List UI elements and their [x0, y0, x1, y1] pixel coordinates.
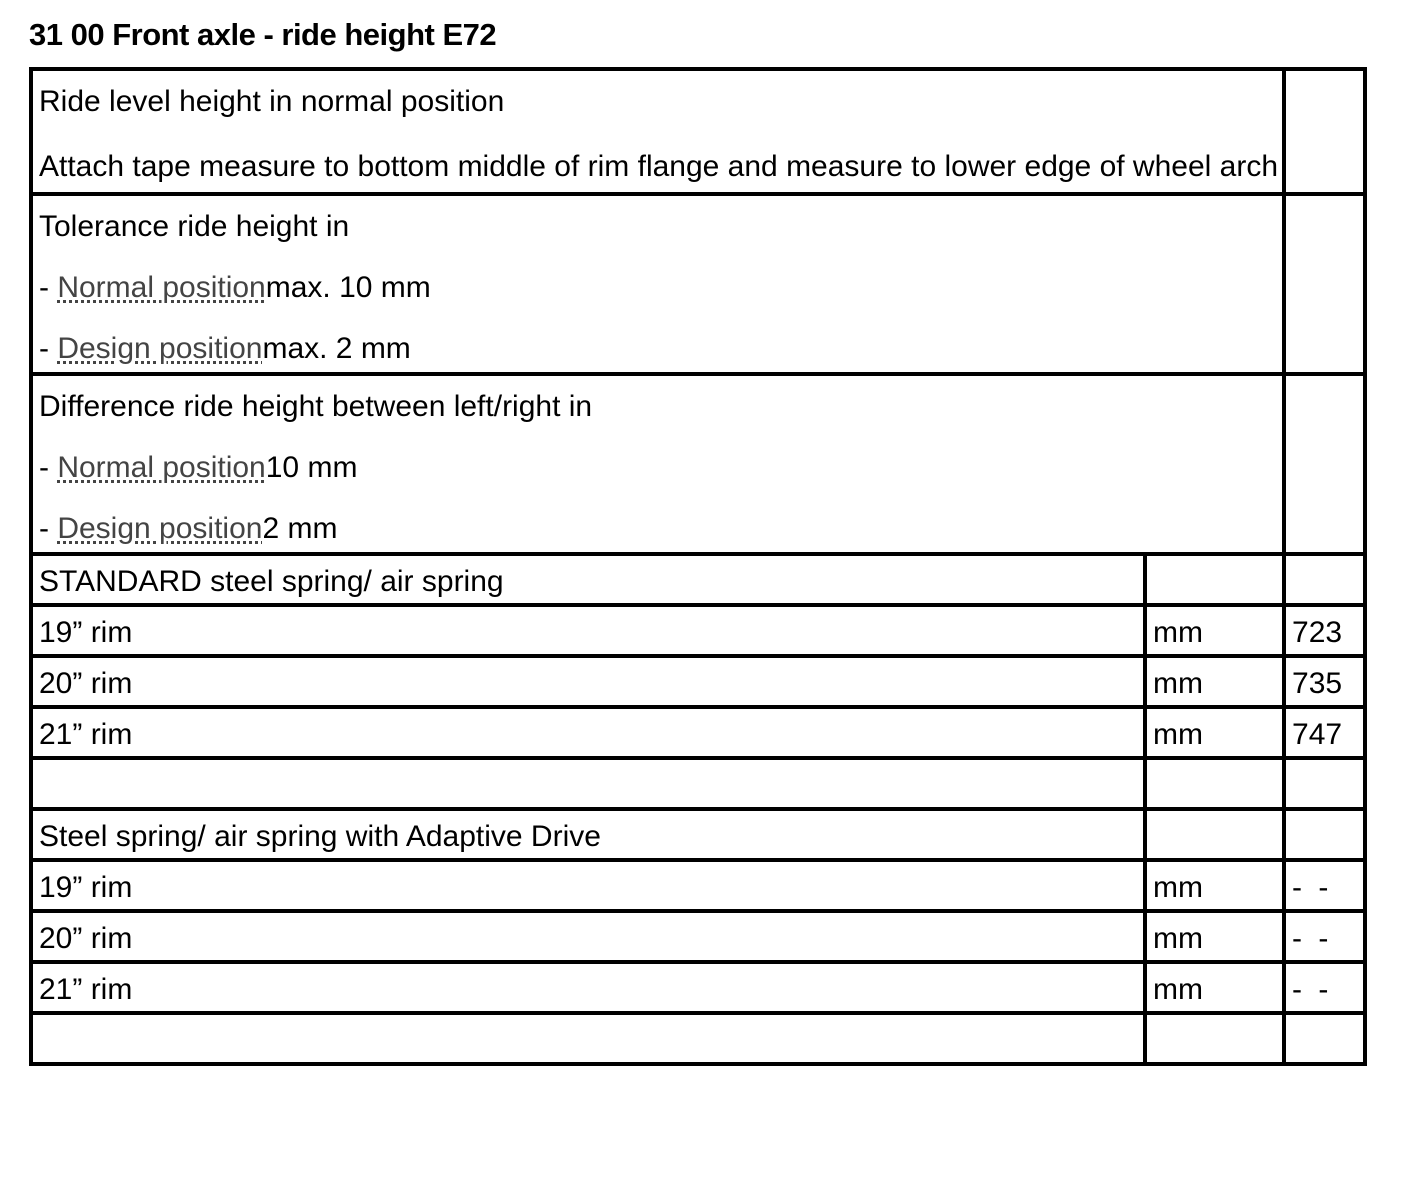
table-row	[31, 554, 1365, 605]
value-cell	[1284, 605, 1365, 656]
ride-height-value: - -	[1292, 973, 1333, 1006]
table-row	[31, 860, 1365, 911]
ride-height-value: 723	[1292, 616, 1343, 649]
unit-cell	[1145, 962, 1284, 1013]
empty-cell	[1284, 554, 1365, 605]
ride-level-description-cell	[31, 69, 1284, 194]
tolerance-normal-item	[39, 245, 1282, 306]
table-row	[31, 758, 1365, 809]
unit-label: mm	[1153, 973, 1203, 1006]
empty-cell	[1145, 809, 1284, 860]
document-title: 31 00 Front axle - ride height E72	[29, 17, 497, 52]
value-cell	[1284, 962, 1365, 1013]
value-cell	[1284, 707, 1365, 758]
unit-cell	[1145, 605, 1284, 656]
unit-label: mm	[1153, 718, 1203, 751]
empty-cell	[1145, 758, 1284, 809]
difference-design-value: 2 mm	[262, 512, 338, 545]
rim-label: 20” rim	[39, 667, 133, 700]
ride-level-heading: Ride level height in normal position	[39, 85, 505, 118]
empty-cell	[1284, 758, 1365, 809]
empty-cell	[1284, 69, 1365, 194]
ride-height-table	[29, 67, 1367, 1066]
ride-height-value: - -	[1292, 871, 1333, 904]
empty-cell	[31, 1013, 1145, 1064]
rim-label-cell	[31, 860, 1145, 911]
unit-label: mm	[1153, 922, 1203, 955]
empty-cell	[1284, 1013, 1365, 1064]
rim-label: 19” rim	[39, 871, 133, 904]
unit-label: mm	[1153, 871, 1203, 904]
rim-label: 21” rim	[39, 973, 133, 1006]
tolerance-normal-value: max. 10 mm	[265, 271, 431, 304]
table-row	[31, 194, 1365, 374]
standard-heading: STANDARD steel spring/ air spring	[39, 565, 504, 598]
unit-cell	[1145, 911, 1284, 962]
design-position-link[interactable]: Design position	[57, 332, 263, 365]
empty-cell	[1145, 554, 1284, 605]
rim-label-cell	[31, 962, 1145, 1013]
tolerance-cell	[31, 194, 1284, 374]
rim-label-cell	[31, 656, 1145, 707]
difference-cell	[31, 374, 1284, 554]
table-row	[31, 656, 1365, 707]
empty-cell	[31, 758, 1145, 809]
rim-label-cell	[31, 911, 1145, 962]
value-cell	[1284, 656, 1365, 707]
rim-label: 19” rim	[39, 616, 133, 649]
table-row	[31, 962, 1365, 1013]
unit-label: mm	[1153, 667, 1203, 700]
ride-height-value: 747	[1292, 718, 1343, 751]
dash-prefix: -	[39, 451, 58, 484]
empty-cell	[1284, 194, 1365, 374]
value-cell	[1284, 911, 1365, 962]
empty-cell	[1284, 809, 1365, 860]
table-row	[31, 707, 1365, 758]
difference-normal-item	[39, 425, 1282, 486]
adaptive-heading-cell	[31, 809, 1145, 860]
rim-label-cell	[31, 707, 1145, 758]
difference-design-item	[39, 486, 1282, 552]
difference-normal-value: 10 mm	[265, 451, 358, 484]
rim-label: 21” rim	[39, 718, 133, 751]
table-row	[31, 605, 1365, 656]
unit-cell	[1145, 707, 1284, 758]
tolerance-heading: Tolerance ride height in	[39, 210, 350, 243]
normal-position-link[interactable]: Normal position	[57, 271, 266, 304]
tolerance-design-item	[39, 306, 1282, 372]
tolerance-design-value: max. 2 mm	[262, 332, 411, 365]
standard-heading-cell	[31, 554, 1145, 605]
dash-prefix: -	[39, 512, 58, 545]
unit-cell	[1145, 860, 1284, 911]
rim-label-cell	[31, 605, 1145, 656]
rim-label: 20” rim	[39, 922, 133, 955]
ride-height-value: - -	[1292, 922, 1333, 955]
ride-height-value: 735	[1292, 667, 1343, 700]
value-cell	[1284, 860, 1365, 911]
dash-prefix: -	[39, 332, 58, 365]
table-row	[31, 374, 1365, 554]
table-row	[31, 1013, 1365, 1064]
difference-heading: Difference ride height between left/right in	[39, 390, 593, 423]
table-row	[31, 809, 1365, 860]
normal-position-link[interactable]: Normal position	[57, 451, 266, 484]
unit-label: mm	[1153, 616, 1203, 649]
table-row	[31, 69, 1365, 194]
table-row	[31, 911, 1365, 962]
dash-prefix: -	[39, 271, 58, 304]
empty-cell	[1284, 374, 1365, 554]
unit-cell	[1145, 656, 1284, 707]
measurement-instruction: Attach tape measure to bottom middle of rim flange and measure to lower edge of wheel arch	[39, 150, 1279, 183]
empty-cell	[1145, 1013, 1284, 1064]
design-position-link[interactable]: Design position	[57, 512, 263, 545]
adaptive-heading: Steel spring/ air spring with Adaptive Drive	[39, 820, 601, 853]
